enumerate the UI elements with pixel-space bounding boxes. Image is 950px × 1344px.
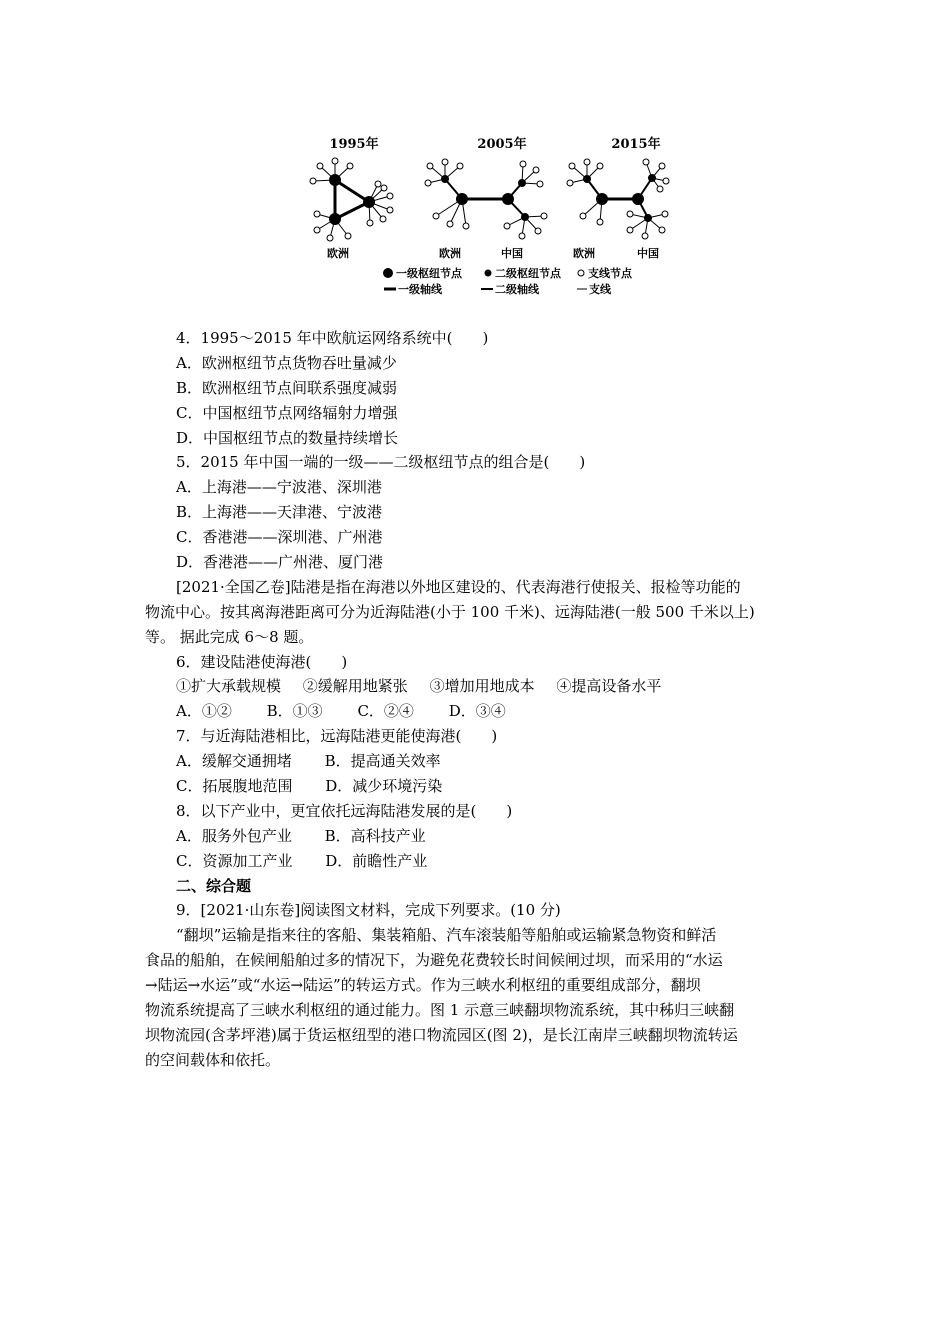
q8-option-d: D．前瞻性产业 — [325, 851, 428, 870]
legend-level1-axis: 一级轴线 — [398, 283, 442, 296]
china-label-2015: 中国 — [637, 247, 659, 260]
europe-label-2005: 欧洲 — [439, 247, 461, 260]
legend-branch-node: 支线节点 — [588, 267, 632, 280]
q5-stem: 5．2015 年中国一端的一级——二级枢纽节点的组合是( ) — [176, 453, 586, 472]
europe-label-1995: 欧洲 — [327, 247, 349, 260]
q9-para-line1: “翻坝”运输是指来往的客船、集装箱船、汽车滚装船等船舶或运输紧急物资和鲜活 — [176, 926, 717, 945]
q6-item-2: ②缓解用地紧张 — [302, 677, 408, 696]
q6-option-d: D．③④ — [448, 702, 506, 721]
q5-option-a: A．上海港——宁波港、深圳港 — [176, 478, 382, 497]
q6-item-3: ③增加用地成本 — [429, 677, 535, 696]
q8-stem: 8．以下产业中，更宜依托远海陆港发展的是( ) — [176, 801, 513, 820]
intro-6-8-line1: [2021·全国乙卷]陆港是指在海港以外地区建设的、代表海港行使报关、报检等功能的 — [176, 577, 741, 596]
q7-option-d: D．减少环境污染 — [325, 777, 443, 796]
q9-para-line3: →陆运→水运”或“水运→陆运”的转运方式。作为三峡水利枢纽的重要组成部分，翻坝 — [145, 976, 701, 995]
q4-stem: 4．1995～2015 年中欧航运网络系统中( ) — [176, 329, 489, 347]
q6-option-b: B．①③ — [266, 702, 323, 721]
q7-option-a: A．缓解交通拥堵 — [176, 752, 292, 771]
legend-branch-line: 支线 — [589, 283, 611, 296]
china-label-2005: 中国 — [501, 247, 523, 260]
legend-level2-node: 二级枢纽节点 — [495, 267, 561, 280]
q7-stem: 7．与近海陆港相比，远海陆港更能使海港( ) — [176, 727, 498, 746]
intro-6-8-line2: 物流中心。按其离海港距离可分为近海陆港(小于 100 千米)、远海陆港(一般 500 千米以上) — [145, 602, 755, 621]
network-2015 — [567, 159, 669, 239]
network-2005 — [425, 159, 547, 239]
q4-option-d: D．中国枢纽节点的数量持续增长 — [176, 428, 399, 447]
year-2005-label: 2005年 — [477, 137, 527, 152]
year-2015-label: 2015年 — [611, 137, 661, 152]
year-1995-label: 1995年 — [329, 137, 379, 152]
shipping-network-figure — [300, 126, 672, 304]
q6-option-c: C．②④ — [357, 702, 414, 721]
q8-option-c: C．资源加工产业 — [176, 851, 293, 870]
q7-options-row2 — [145, 774, 805, 799]
q7-option-b: B．提高通关效率 — [324, 752, 441, 771]
q8-option-a: A．服务外包产业 — [176, 826, 292, 845]
q9-stem: 9．[2021·山东卷]阅读图文材料，完成下列要求。(10 分) — [176, 901, 561, 920]
q5-option-d: D．香港港——广州港、厦门港 — [176, 553, 384, 572]
q4-option-a: A．欧洲枢纽节点货物吞吐量减少 — [176, 353, 397, 372]
q6-stem: 6．建设陆港使海港( ) — [176, 652, 348, 671]
network-1995 — [310, 158, 393, 241]
q5-option-c: C．香港港——深圳港、广州港 — [176, 528, 383, 547]
q9-para-line6: 的空间载体和依托。 — [145, 1050, 281, 1069]
q9-para-line5: 坝物流园(含茅坪港)属于货运枢纽型的港口物流园区(图 2)，是长江南岸三峡翻坝物流转运 — [145, 1025, 738, 1044]
q9-para-line4: 物流系统提高了三峡水利枢纽的通过能力。图 1 示意三峡翻坝物流系统，其中秭归三峡翻 — [145, 1001, 735, 1020]
legend — [383, 266, 633, 296]
q6-items — [145, 674, 805, 699]
q6-item-1: ①扩大承载规模 — [176, 677, 282, 696]
q6-option-a: A．①② — [176, 702, 232, 721]
q5-option-b: B．上海港——天津港、宁波港 — [176, 503, 383, 522]
legend-level1-node: 一级枢纽节点 — [396, 267, 462, 280]
q8-options-row1 — [145, 824, 805, 849]
q6-options — [145, 699, 805, 724]
q7-options-row1 — [145, 749, 805, 774]
q4-option-b: B．欧洲枢纽节点间联系强度减弱 — [176, 378, 398, 397]
q8-options-row2 — [145, 849, 805, 874]
europe-label-2015: 欧洲 — [573, 247, 595, 260]
q4-option-c: C．中国枢纽节点网络辐射力增强 — [176, 403, 398, 422]
legend-level2-axis: 二级轴线 — [495, 283, 539, 296]
q8-option-b: B．高科技产业 — [324, 826, 426, 845]
section2-title: 二、综合题 — [176, 876, 252, 895]
intro-6-8-line3: 等。 据此完成 6～8 题。 — [145, 627, 314, 646]
q6-item-4: ④提高设备水平 — [556, 677, 662, 696]
q7-option-c: C．拓展腹地范围 — [176, 777, 293, 796]
q9-para-line2: 食品的船舶，在候闸船舶过多的情况下，为避免花费较长时间候闸过坝，而采用的“水运 — [145, 951, 723, 970]
question-content — [145, 326, 805, 1073]
